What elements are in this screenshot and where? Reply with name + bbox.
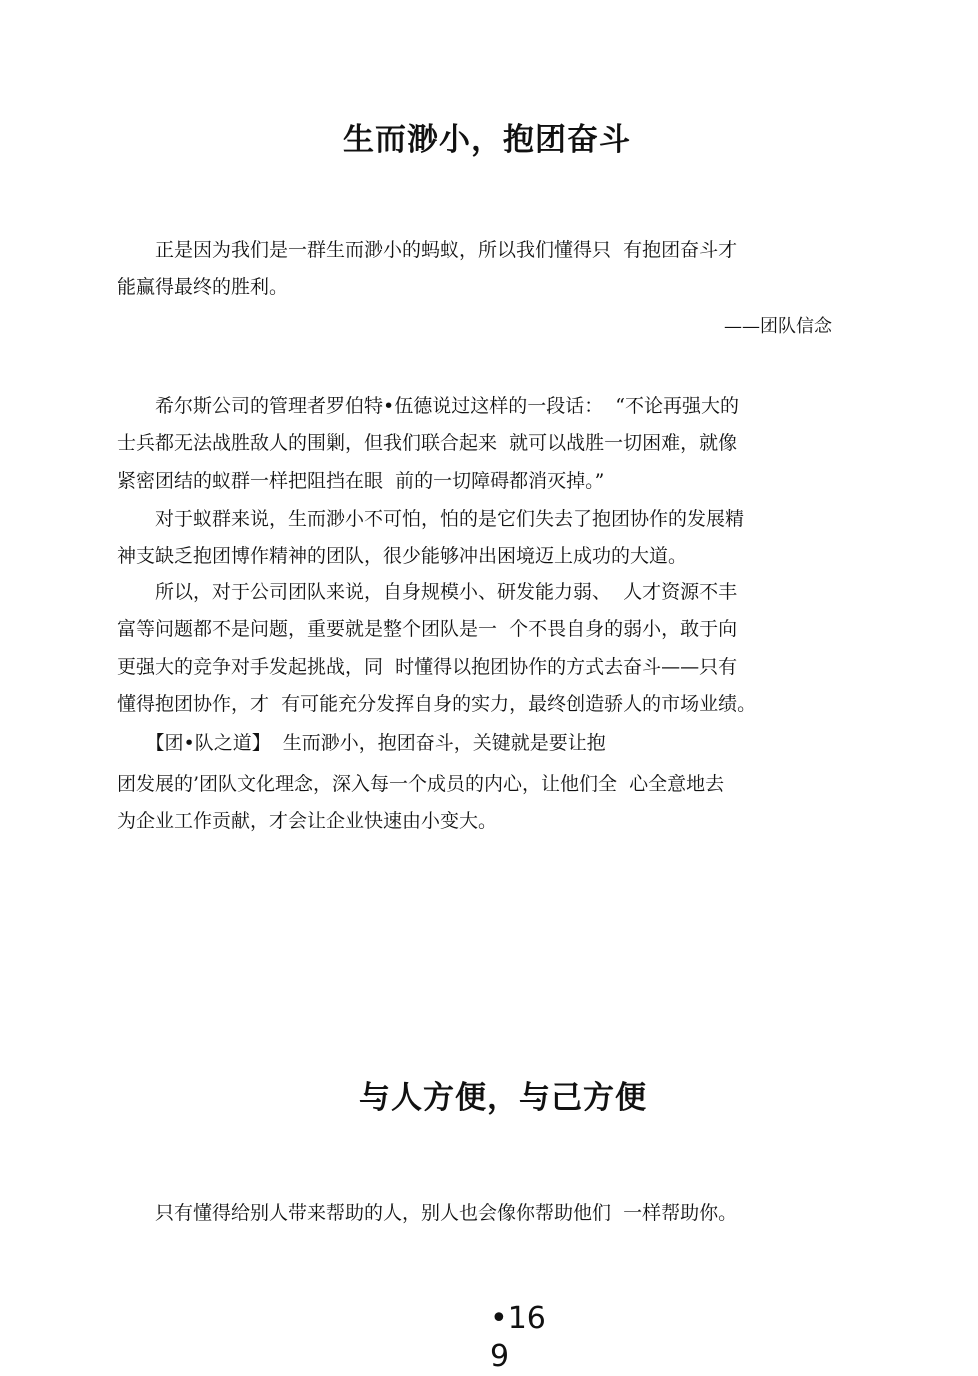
body-line: 紧密团结的蚁群一样把阻挡在眼 前的一切障碍都消灭掉。”: [117, 470, 605, 492]
body-line: 对于蚁群来说，生而渺小不可怕，怕的是它们失去了抱团协作的发展精: [117, 508, 745, 530]
epigraph-line: 正是因为我们是一群生而渺小的蚂蚁，所以我们懂得只 有抱团奋斗才: [117, 239, 738, 261]
body-line: 团发展的’团队文化理念，深入每一个成员的内心，让他们全 心全意地去: [117, 773, 725, 795]
body-line: 【团•队之道】 生而渺小，抱团奋斗，关键就是要让抱: [117, 732, 606, 754]
epigraph-line: 能赢得最终的胜利。: [117, 276, 289, 298]
section-title: 生而渺小，抱团奋斗: [343, 122, 631, 158]
body-line: 更强大的竞争对手发起挑战，同 时懂得以抱团协作的方式去奋斗——只有: [117, 656, 738, 678]
body-line: 富等问题都不是问题，重要就是整个团队是一 个不畏自身的弱小，敢于向: [117, 618, 738, 640]
body-line: 士兵都无法战胜敌人的围剿，但我们联合起来 就可以战胜一切困难，就像: [117, 432, 738, 454]
body-line: 懂得抱团协作，才 有可能充分发挥自身的实力，最终创造骄人的市场业绩。: [117, 693, 757, 715]
body-line: 神支缺乏抱团博作精神的团队，很少能够冲出困境迈上成功的大道。: [117, 545, 688, 567]
page-number: •16 9: [490, 1301, 556, 1374]
epigraph-attribution: ——团队信念: [724, 316, 832, 337]
body-line: 为企业工作贡献，才会让企业快速由小变大。: [117, 810, 498, 832]
section-title: 与人方便，与己方便: [359, 1080, 647, 1116]
epigraph-line: 只有懂得给别人带来帮助的人，别人也会像你帮助他们 一样帮助你。: [117, 1202, 738, 1224]
body-line: 希尔斯公司的管理者罗伯特•伍德说过这样的一段话： “不论再强大的: [117, 395, 740, 417]
body-line: 所以，对于公司团队来说，自身规模小、研发能力弱、 人才资源不丰: [117, 581, 738, 603]
